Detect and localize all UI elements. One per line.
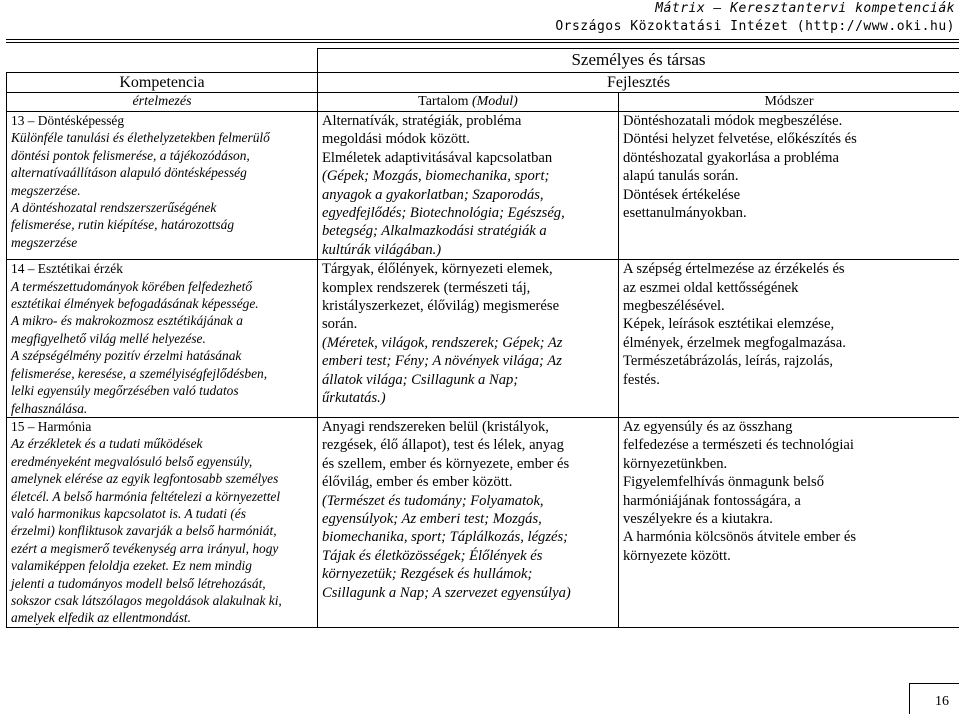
module-line: emberi test; Fény; A növények világa; Az xyxy=(322,352,614,370)
competency-line: érzelmi) konfliktusok zavarják a belső harmóniát, xyxy=(11,522,313,539)
method-line: Természetábrázolás, leírás, rajzolás, xyxy=(623,352,955,370)
header-title: Mátrix – Keresztantervi kompetenciák xyxy=(555,0,955,18)
method-line: festés. xyxy=(623,371,955,389)
header-institute: Országos Közoktatási Intézet (http://www.oki.hu) xyxy=(555,18,955,36)
module-line: űrkutatás.) xyxy=(322,389,614,407)
competency-line: alternatívaállításon alapuló döntésképesség xyxy=(11,164,313,181)
page-header xyxy=(555,0,955,36)
method-line: környezetünkben. xyxy=(623,455,955,473)
competency-line: Különféle tanulási és élethelyzetekben felmerülő xyxy=(11,129,313,146)
method-line: Döntések értékelése xyxy=(623,186,955,204)
table-row xyxy=(7,112,959,260)
method-line: Képek, leírások esztétikai elemzése, xyxy=(623,315,955,333)
module-line: (Természet és tudomány; Folyamatok, xyxy=(322,492,614,510)
competency-line: sokszor csak látszólagos megoldások alakulnak ki, xyxy=(11,592,313,609)
competency-line: megszerzése xyxy=(11,234,313,251)
module-line: egyensúlyok; Az emberi test; Mozgás, xyxy=(322,510,614,528)
content-line: komplex rendszerek (természeti táj, xyxy=(322,279,614,297)
tartalom-cell xyxy=(318,417,619,627)
method-line: felfedezése a természeti és technológiai xyxy=(623,436,955,454)
kompetencia-cell xyxy=(7,112,318,260)
competency-line: A szépségélmény pozitív érzelmi hatásának xyxy=(11,347,313,364)
header-fejlesztes: Fejlesztés xyxy=(318,73,959,93)
competency-table xyxy=(6,48,959,628)
module-line: környezetük; Rezgések és hullámok; xyxy=(322,565,614,583)
sub-modul-label: (Modul) xyxy=(472,94,518,109)
module-line: állatok világa; Csillagunk a Nap; xyxy=(322,371,614,389)
content-line: Alternatívák, stratégiák, probléma xyxy=(322,112,614,130)
content-line: élővilág, ember és ember között. xyxy=(322,473,614,491)
method-line: Döntéshozatali módok megbeszélése. xyxy=(623,112,955,130)
module-line: Csillagunk a Nap; A szervezet egyensúlya) xyxy=(322,584,614,602)
method-line: döntéshozatal gyakorlása a probléma xyxy=(623,149,955,167)
competency-line: A döntéshozatal rendszerszerűségének xyxy=(11,199,313,216)
module-line: kultúrák világában.) xyxy=(322,241,614,259)
competency-line: eredményeként megvalósuló belső egyensúly, xyxy=(11,453,313,470)
method-line: A harmónia kölcsönös átvitele ember és xyxy=(623,528,955,546)
competency-line: Az érzékletek és a tudati működések xyxy=(11,435,313,452)
header-rule xyxy=(6,39,959,40)
method-line: megbeszélésével. xyxy=(623,297,955,315)
competency-line: megszerzése. xyxy=(11,182,313,199)
competency-line: döntési pontok felismerése, a tájékozódáson, xyxy=(11,147,313,164)
content-line: során. xyxy=(322,315,614,333)
method-line: veszélyekre és a kiutakra. xyxy=(623,510,955,528)
method-line: harmóniájának fontosságára, a xyxy=(623,492,955,510)
method-line: Figyelemfelhívás önmagunk belső xyxy=(623,473,955,491)
table-row xyxy=(7,260,959,418)
method-line: Az egyensúly és az összhang xyxy=(623,418,955,436)
competency-line: lelki egyensúly megőrzésében való tudatos xyxy=(11,382,313,399)
table-row xyxy=(7,417,959,627)
method-line: környezete között. xyxy=(623,547,955,565)
tartalom-cell xyxy=(318,260,619,418)
module-line: (Gépek; Mozgás, biomechanika, sport; xyxy=(322,167,614,185)
competency-line: felismerése, keresése, a személyiségfejlődésben, xyxy=(11,365,313,382)
sub-tartalom-label: Tartalom xyxy=(418,94,468,109)
competency-line: esztétikai élmények befogadásának képessége. xyxy=(11,295,313,312)
competency-line: felismerése, rutin kiépítése, határozottság xyxy=(11,216,313,233)
blank-corner xyxy=(7,49,318,73)
module-line: (Méretek, világok, rendszerek; Gépek; Az xyxy=(322,334,614,352)
competency-line: jelenti a tudományos modell belső létrehozását, xyxy=(11,575,313,592)
method-line: az eszmei oldal kettősségének xyxy=(623,279,955,297)
competency-line: A mikro- és makrokozmosz esztétikájának a xyxy=(11,312,313,329)
method-line: esettanulmányokban. xyxy=(623,204,955,222)
header-kompetencia: Kompetencia xyxy=(7,73,318,93)
kompetencia-cell xyxy=(7,260,318,418)
module-line: egyedfejlődés; Biotechnológia; Egészség, xyxy=(322,204,614,222)
competency-line: valamiképpen feloldja ezeket. Ez nem mindig xyxy=(11,557,313,574)
page-number-box xyxy=(909,683,959,714)
module-line: betegség; Alkalmazkodási stratégiák a xyxy=(322,222,614,240)
header-rule-2 xyxy=(6,42,959,43)
competency-title: 15 – Harmónia xyxy=(11,418,313,435)
module-line: anyagok a gyakorlatban; Szaporodás, xyxy=(322,186,614,204)
modszer-cell xyxy=(619,260,959,418)
method-line: Döntési helyzet felvetése, előkészítés és xyxy=(623,130,955,148)
method-line: élmények, érzelmek megfogalmazása. xyxy=(623,334,955,352)
sub-ertelmezes: értelmezés xyxy=(7,93,318,112)
table-title: Személyes és társas xyxy=(318,49,959,73)
competency-title: 13 – Döntésképesség xyxy=(11,112,313,129)
competency-line: életcél. A belső harmónia feltételezi a környezettel xyxy=(11,488,313,505)
content-line: Elméletek adaptivitásával kapcsolatban xyxy=(322,149,614,167)
content-line: rezgések, élő állapot), test és lélek, anyag xyxy=(322,436,614,454)
page-number: 16 xyxy=(935,694,949,710)
competency-line: amelynek elérése az egyik legfontosabb személyes xyxy=(11,470,313,487)
method-line: alapú tanulás során. xyxy=(623,167,955,185)
sub-modszer: Módszer xyxy=(619,93,959,112)
module-line: Tájak és életközösségek; Élőlények és xyxy=(322,547,614,565)
competency-line: megfigyelhető világ mellé helyezése. xyxy=(11,330,313,347)
modszer-cell xyxy=(619,417,959,627)
module-line: biomechanika, sport; Táplálkozás, légzés; xyxy=(322,528,614,546)
content-line: Tárgyak, élőlények, környezeti elemek, xyxy=(322,260,614,278)
modszer-cell xyxy=(619,112,959,260)
competency-line: A természettudományok körében felfedezhető xyxy=(11,278,313,295)
competency-line: amelyek elfedik az ellentmondást. xyxy=(11,609,313,626)
content-line: és szellem, ember és környezete, ember és xyxy=(322,455,614,473)
competency-line: felhasználása. xyxy=(11,400,313,417)
competency-line: való harmonikus kapcsolatot is. A tudati (és xyxy=(11,505,313,522)
content-line: Anyagi rendszereken belül (kristályok, xyxy=(322,418,614,436)
content-line: kristályszerkezet, élővilág) megismerése xyxy=(322,297,614,315)
competency-line: ezért a megismerő tevékenység arra irányul, hogy xyxy=(11,540,313,557)
tartalom-cell xyxy=(318,112,619,260)
kompetencia-cell xyxy=(7,417,318,627)
sub-tartalom xyxy=(318,93,619,112)
content-line: megoldási módok között. xyxy=(322,130,614,148)
competency-title: 14 – Esztétikai érzék xyxy=(11,260,313,277)
method-line: A szépség értelmezése az érzékelés és xyxy=(623,260,955,278)
